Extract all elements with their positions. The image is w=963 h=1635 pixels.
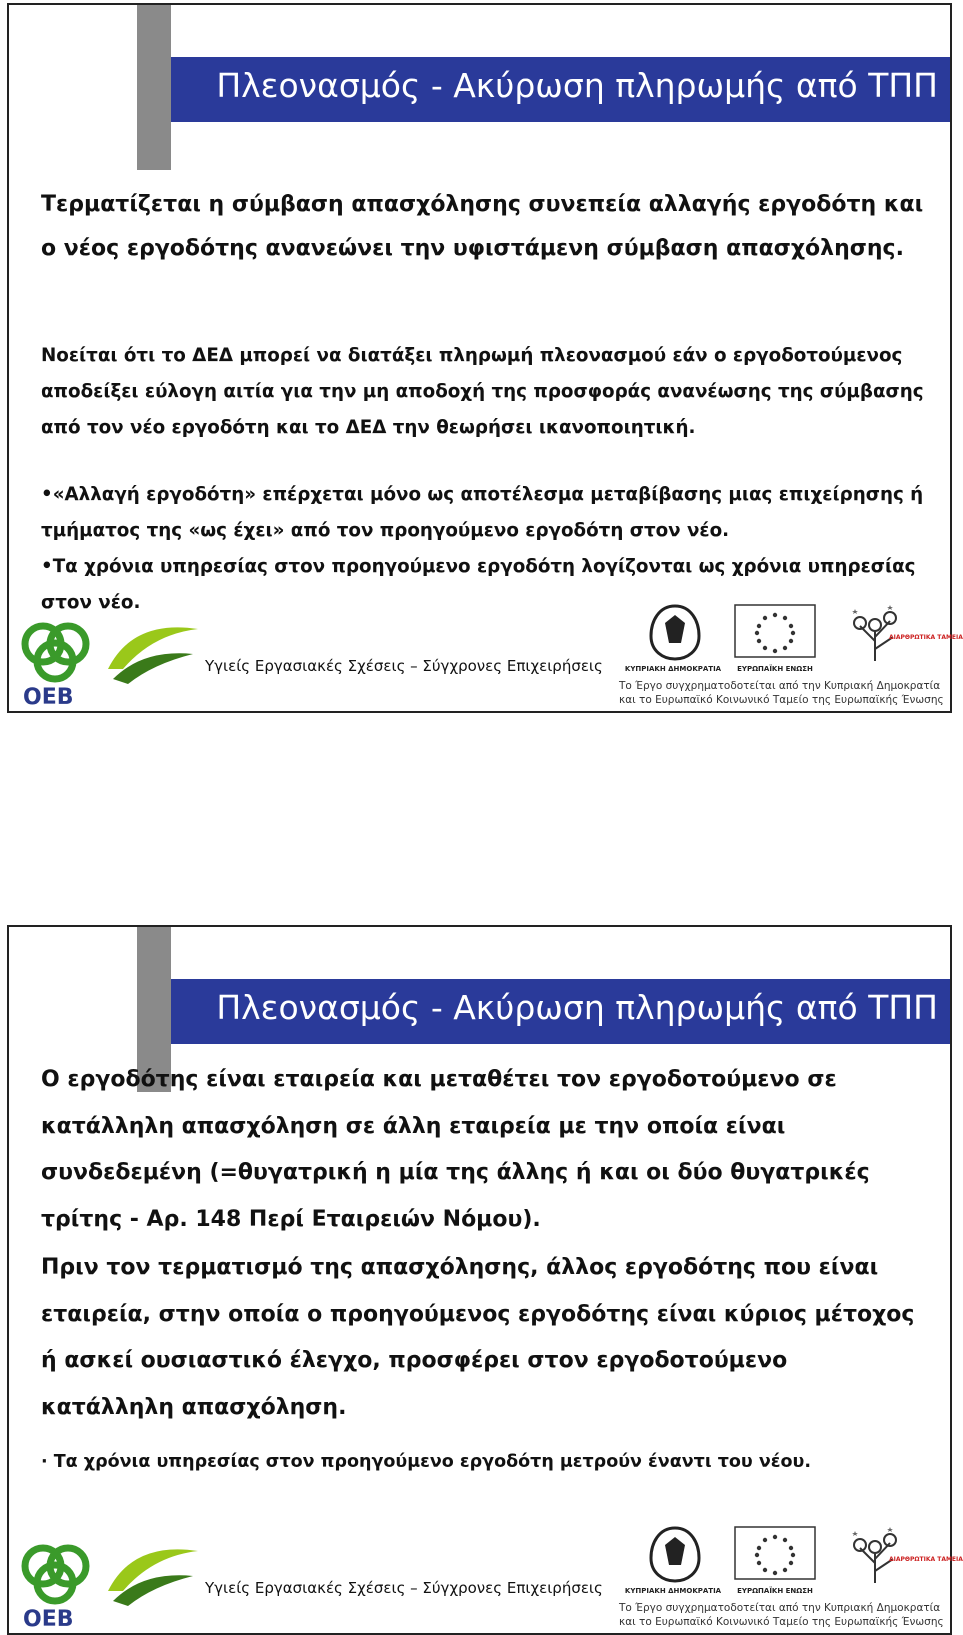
esf-caption: ΔΙΑΡΘΡΩΤΙΚΑ ΤΑΜΕΙΑ: [889, 1556, 963, 1563]
paragraph-1: Τερματίζεται η σύμβαση απασχόλησης συνεπεία αλλαγής εργοδότη και ο νέος εργοδότης ανανεώνει την υφιστάμενη σύμβαση απασχόλησης.: [41, 192, 924, 261]
decor-gray-bar-overlap: [137, 979, 171, 1044]
slide-title: Πλεονασμός - Ακύρωση πληρωμής από ΤΠΠ: [216, 988, 938, 1027]
eu-flag-icon: [731, 1523, 819, 1593]
decor-gray-bar-overlap: [137, 57, 171, 122]
paragraph-2: Νοείται ότι το ΔΕΔ μπορεί να διατάξει πληρωμή πλεονασμού εάν ο εργοδοτούμενος αποδείξει εύλογη αιτία για την μη αποδοχή της προσφοράς ανανέωσης της σύμβασης από τον νέο εργοδότη και το ΔΕΔ την θεωρήσει ικανοποιητική.: [41, 345, 924, 438]
bullet-1: •«Αλλαγή εργοδότη» επέρχεται μόνο ως αποτέλεσμα μεταβίβασης μιας επιχείρησης ή τμήματος της «ως έχει» από τον προηγούμενο εργοδότη στον νέο.: [41, 484, 924, 541]
eu-caption: ΕΥΡΩΠΑΪΚΗ ΕΝΩΣΗ: [737, 1587, 813, 1595]
esf-caption: ΔΙΑΡΘΡΩΤΙΚΑ ΤΑΜΕΙΑ: [889, 634, 963, 641]
cofunding-statement: Το Έργο συγχρηματοδοτείται από την Κυπριακή Δημοκρατία και το Ευρωπαϊκό Κοινωνικό Ταμείο της Ευρωπαϊκής Ένωσης: [619, 680, 944, 706]
cyprus-caption: ΚΥΠΡΙΑΚΗ ΔΗΜΟΚΡΑΤΙΑ: [624, 665, 722, 673]
cyprus-caption: ΚΥΠΡΙΑΚΗ ΔΗΜΟΚΡΑΤΙΑ: [624, 1587, 722, 1595]
slide-1: [7, 3, 963, 713]
svg-text:ΟΕΒ: ΟΕΒ: [23, 1607, 74, 1632]
cyprus-emblem-icon: [629, 1523, 721, 1593]
oeb-logo: [13, 1531, 203, 1631]
footer-text: Υγιείς Εργασιακές Σχέσεις – Σύγχρονες Επιχειρήσεις: [205, 1579, 603, 1597]
slide-title: Πλεονασμός - Ακύρωση πληρωμής από ΤΠΠ: [216, 66, 938, 105]
eu-flag-icon: [731, 601, 819, 671]
paragraph-2: Πριν τον τερματισμό της απασχόλησης, άλλος εργοδότης που είναι εταιρεία, στην οποία ο προηγούμενος εργοδότης είναι κύριος μέτοχος ή ασκεί ουσιαστικό έλεγχο, προσφέρει στον εργοδοτούμενο κατάλληλη απασχόληση.: [41, 1255, 915, 1420]
cofunding-statement: Το Έργο συγχρηματοδοτείται από την Κυπριακή Δημοκρατία και το Ευρωπαϊκό Κοινωνικό Ταμείο της Ευρωπαϊκής Ένωσης: [619, 1602, 944, 1628]
bullet-2: •Τα χρόνια υπηρεσίας στον προηγούμενο εργοδότη λογίζονται ως χρόνια υπηρεσίας στον νέο.: [41, 556, 916, 613]
svg-text:ΟΕΒ: ΟΕΒ: [23, 685, 74, 710]
paragraph-1: Ο εργοδότης είναι εταιρεία και μεταθέτει τον εργοδοτούμενο σε κατάλληλη απασχόληση σε άλλη εταιρεία με την οποία είναι συνδεδεμένη (=θυγατρική η μία της άλλης ή και οι δύο θυγατρικές τρίτης - Αρ. 148 Περί Εταιρειών Νόμου).: [41, 1067, 870, 1232]
eu-caption: ΕΥΡΩΠΑΪΚΗ ΕΝΩΣΗ: [737, 665, 813, 673]
slide-2: [7, 925, 963, 1635]
oeb-logo: [13, 609, 203, 709]
service-note: · Τα χρόνια υπηρεσίας στον προηγούμενο εργοδότη μετρούν έναντι του νέου.: [41, 1452, 811, 1472]
footer-text: Υγιείς Εργασιακές Σχέσεις – Σύγχρονες Επιχειρήσεις: [205, 657, 603, 675]
cyprus-emblem-icon: [629, 601, 721, 671]
